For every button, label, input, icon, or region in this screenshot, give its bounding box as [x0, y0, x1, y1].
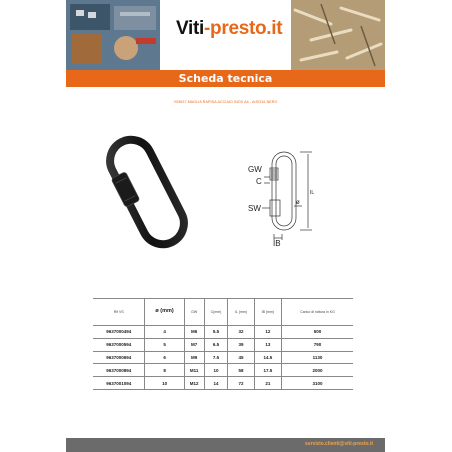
diameter-label: ø: [296, 200, 300, 206]
gw-label: GW: [248, 165, 262, 174]
header-c: C(mm): [204, 299, 228, 326]
table-row: [93, 338, 353, 351]
header-diameter: ø (mm): [145, 299, 184, 326]
cell-diameter: 10: [145, 377, 184, 390]
cell-gw: M11: [184, 364, 204, 377]
cell-il: 39: [228, 338, 254, 351]
technical-diagram: [246, 148, 336, 246]
cell-rif: 9637001094: [93, 377, 145, 390]
cell-diameter: 8: [145, 364, 184, 377]
cell-rif: 9637000894: [93, 364, 145, 377]
cell-rif: 9637000694: [93, 351, 145, 364]
cell-il: 45: [228, 351, 254, 364]
product-subtitle: V09637 MAGLIA RAPIDA ACCIAIO INOX A4 - AISI316 NERO: [173, 100, 278, 104]
logo-text-presto: -presto.it: [204, 18, 283, 39]
cell-ib: 12: [254, 326, 281, 339]
logo-area: [160, 0, 291, 70]
il-label: IL: [310, 190, 315, 196]
cell-il: 32: [228, 326, 254, 339]
datasheet-page: [66, 0, 385, 452]
cell-load: 790: [282, 338, 353, 351]
header-gw: GW: [184, 299, 204, 326]
brand-logo[interactable]: [176, 18, 282, 40]
screws-photo-image: [291, 0, 385, 70]
header-photo-tools: [66, 0, 160, 70]
product-image: [102, 130, 192, 254]
cell-load: 2000: [282, 364, 353, 377]
cell-gw: M9: [184, 351, 204, 364]
cell-gw: M6: [184, 326, 204, 339]
cell-il: 58: [228, 364, 254, 377]
c-label: C: [256, 177, 262, 186]
logo-text-viti: Viti: [176, 18, 205, 39]
table-row: [93, 364, 353, 377]
cell-load: 3100: [282, 377, 353, 390]
ib-label: IB: [273, 239, 281, 246]
quick-link-image: [102, 130, 192, 254]
cell-load: 500: [282, 326, 353, 339]
dimension-drawing: [246, 148, 336, 246]
cell-ib: 13: [254, 338, 281, 351]
table-row: [93, 377, 353, 390]
table-row: [93, 351, 353, 364]
header-ib: IB (mm): [254, 299, 281, 326]
cell-il: 72: [228, 377, 254, 390]
table-row: [93, 326, 353, 339]
cell-diameter: 6: [145, 351, 184, 364]
cell-ib: 21: [254, 377, 281, 390]
cell-load: 1130: [282, 351, 353, 364]
cell-c: 7.5: [204, 351, 228, 364]
cell-diameter: 5: [145, 338, 184, 351]
tools-photo-image: [66, 0, 160, 70]
sw-label: SW: [248, 204, 261, 213]
cell-diameter: 4: [145, 326, 184, 339]
header-photo-screws: [291, 0, 385, 70]
header-load: Carico di rottura in KG: [282, 299, 353, 326]
cell-c: 10: [204, 364, 228, 377]
header-rif: Rif VS: [93, 299, 145, 326]
cell-c: 5.5: [204, 326, 228, 339]
cell-rif: 9637000494: [93, 326, 145, 339]
footer: [66, 438, 385, 452]
header: [66, 0, 385, 85]
cell-gw: M7: [184, 338, 204, 351]
spec-table: [93, 298, 353, 390]
cell-c: 14: [204, 377, 228, 390]
header-il: IL (mm): [228, 299, 254, 326]
title-bar: [66, 70, 385, 87]
cell-ib: 14.5: [254, 351, 281, 364]
cell-gw: M12: [184, 377, 204, 390]
table-header-row: [93, 299, 353, 326]
page-title: Scheda tecnica: [178, 72, 273, 85]
cell-ib: 17.5: [254, 364, 281, 377]
contact-email-link[interactable]: servizio.clienti@viti-presto.it: [305, 441, 373, 447]
cell-rif: 9637000594: [93, 338, 145, 351]
cell-c: 6.5: [204, 338, 228, 351]
